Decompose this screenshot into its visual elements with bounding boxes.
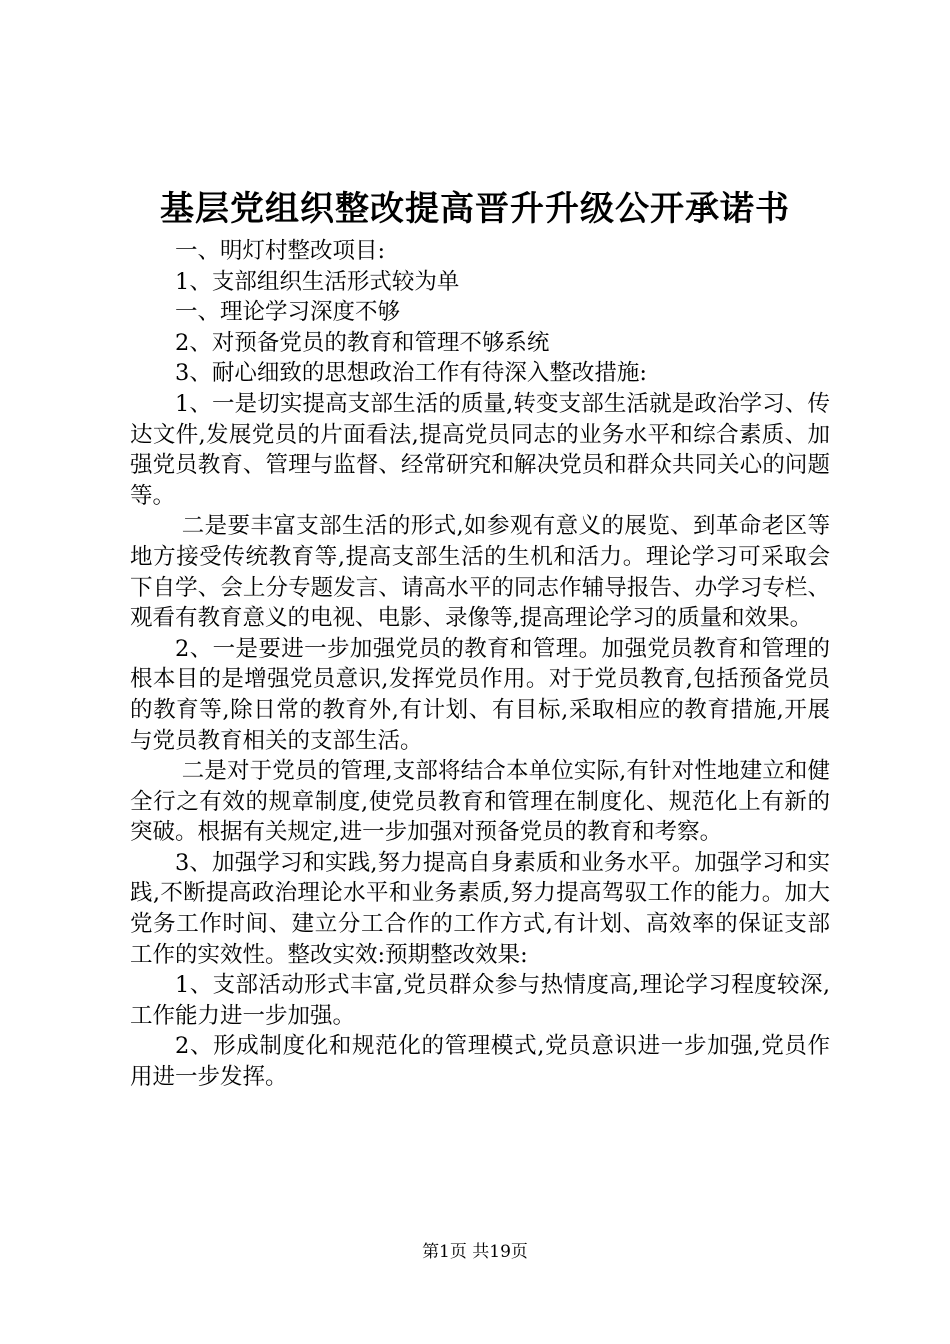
paragraph: 1、一是切实提高支部生活的质量,转变支部生活就是政治学习、传达文件,发展党员的片面看法,提高党员同志的业务水平和综合素质、加强党员教育、管理与监督、经常研究和解决党员和群众共同关心的问题等。 [130,390,830,509]
paragraph: 二是对于党员的管理,支部将结合本单位实际,有针对性地建立和健全行之有效的规章制度,使党员教育和管理在制度化、规范化上有新的突破。根据有关规定,进一步加强对预备党员的教育和考察。 [130,758,830,846]
paragraph: 2、一是要进一步加强党员的教育和管理。加强党员教育和管理的根本目的是增强党员意识,发挥党员作用。对于党员教育,包括预备党员的教育等,除日常的教育外,有计划、有目标,采取相应的教育措施,开展与党员教育相关的支部生活。 [130,635,830,754]
paragraph: 3、耐心细致的思想政治工作有待深入整改措施: [175,360,647,387]
paragraph: 3、加强学习和实践,努力提高自身素质和业务水平。加强学习和实践,不断提高政治理论水平和业务素质,努力提高驾驭工作的能力。加大党务工作时间、建立分工合作的工作方式,有计划、高效率的保证支部工作的实效性。整改实效:预期整改效果: [130,849,830,968]
page-number: 第1页 共19页 [422,1242,528,1262]
paragraph: 1、支部组织生活形式较为单 [175,268,460,295]
paragraph: 2、对预备党员的教育和管理不够系统 [175,329,550,356]
paragraph: 一、理论学习深度不够 [175,299,401,326]
document-body [130,236,830,1093]
paragraph: 二是要丰富支部生活的形式,如参观有意义的展览、到革命老区等地方接受传统教育等,提高支部生活的生机和活力。理论学习可采取会下自学、会上分专题发言、请高水平的同志作辅导报告、办学习专栏、观看有教育意义的电视、电影、录像等,提高理论学习的质量和效果。 [130,513,830,632]
paragraph: 1、支部活动形式丰富,党员群众参与热情度高,理论学习程度较深,工作能力进一步加强。 [130,972,830,1029]
document-title: 基层党组织整改提高晋升升级公开承诺书 [160,189,790,229]
paragraph: 2、形成制度化和规范化的管理模式,党员意识进一步加强,党员作用进一步发挥。 [130,1033,830,1091]
paragraph: 一、明灯村整改项目: [175,238,386,264]
